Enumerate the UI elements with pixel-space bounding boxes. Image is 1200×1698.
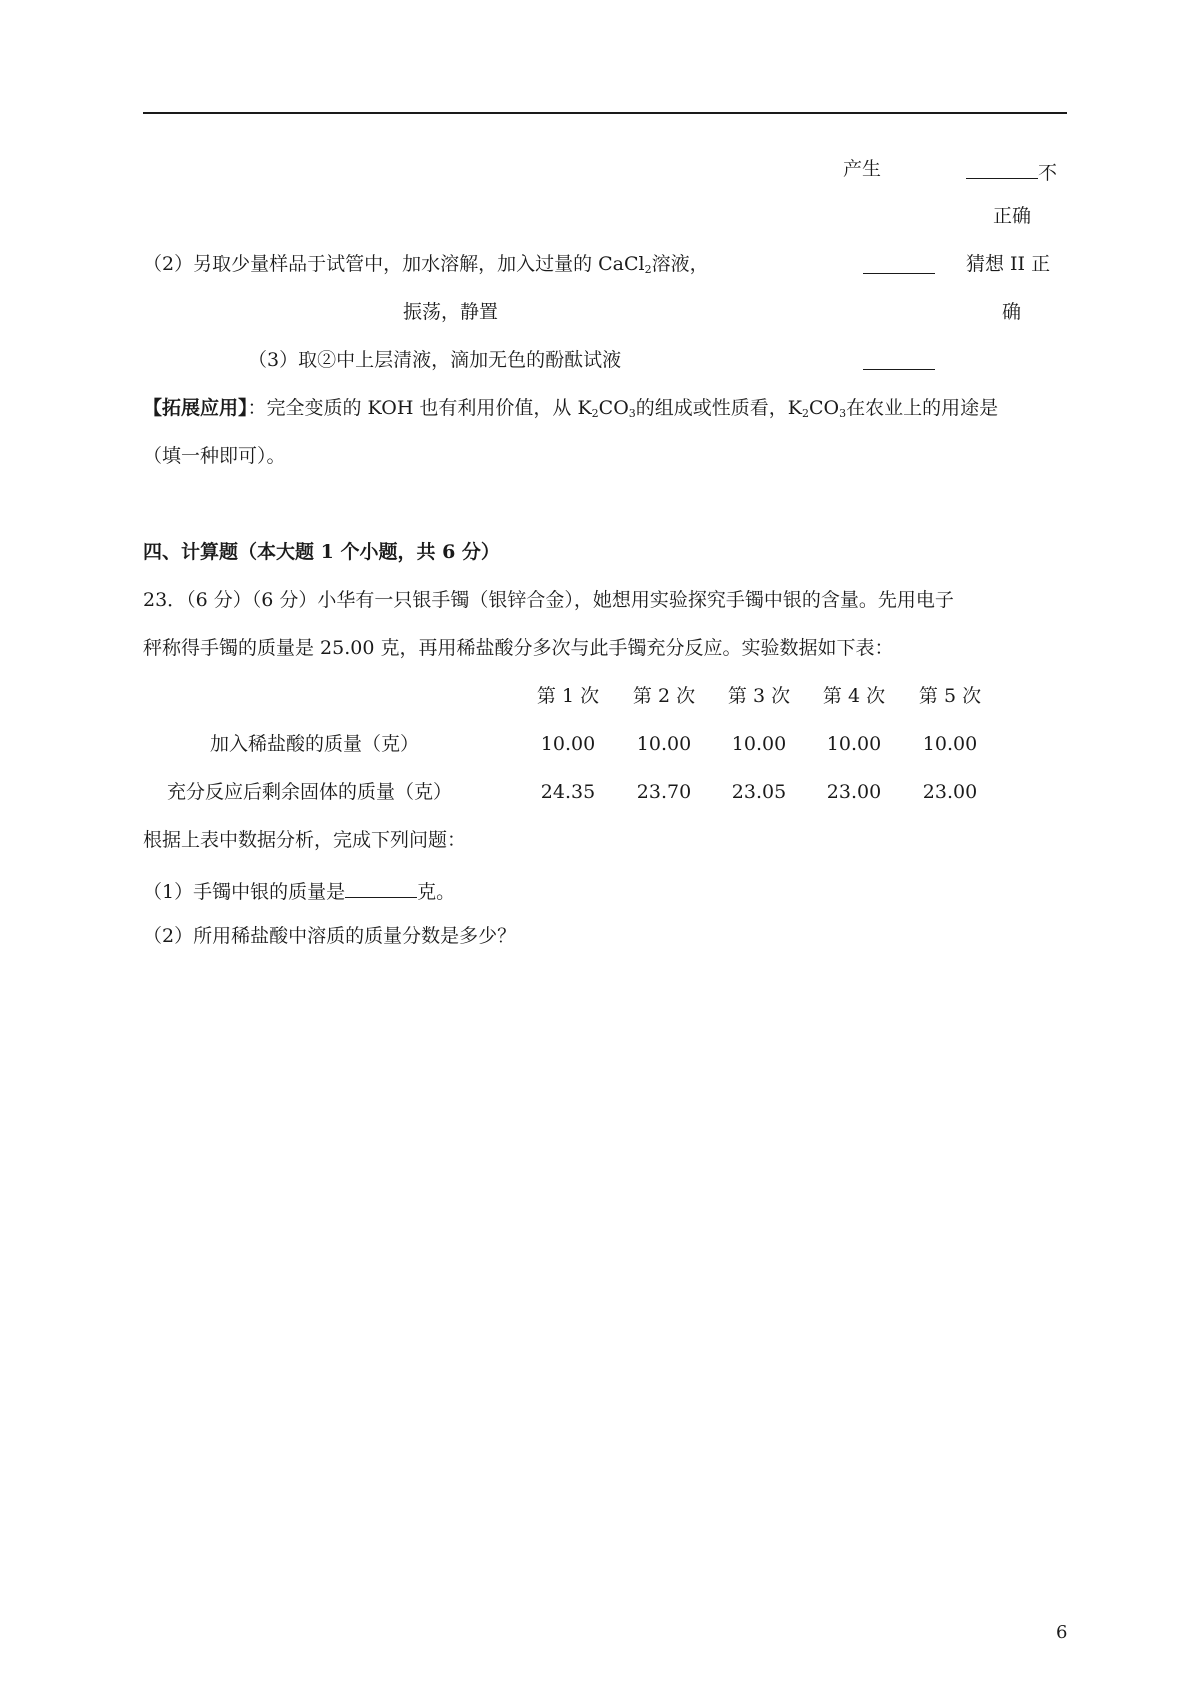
conclusion-cell-2: 猜想 II 正 bbox=[966, 253, 1051, 275]
question-1: （1）手镯中银的质量是 克。 bbox=[143, 881, 456, 903]
extension-label: 【拓展应用】 bbox=[143, 397, 248, 419]
conclusion-cell-1: 不 bbox=[966, 160, 1057, 183]
step-3-blank bbox=[863, 351, 935, 374]
conclusion-cell-1b: 正确 bbox=[993, 205, 1032, 227]
header-cell: 第 4 次 bbox=[822, 685, 886, 707]
header-cell: 第 1 次 bbox=[536, 685, 600, 707]
table-cell: 24.35 bbox=[540, 781, 596, 803]
questions-intro: 根据上表中数据分析，完成下列问题： bbox=[143, 829, 467, 851]
section-heading: 四、计算题（本大题 1 个小题，共 6 分） bbox=[143, 541, 500, 563]
row-label: 加入稀盐酸的质量（克） bbox=[210, 733, 420, 755]
answer-blank bbox=[345, 879, 417, 898]
table-cell: 10.00 bbox=[826, 733, 882, 755]
header-rule bbox=[143, 112, 1067, 114]
header-cell: 第 3 次 bbox=[727, 685, 791, 707]
header-cell: 第 5 次 bbox=[918, 685, 982, 707]
step-2-text-cont: 振荡，静置 bbox=[403, 301, 499, 323]
table-cell: 23.05 bbox=[731, 781, 787, 803]
table-cell: 10.00 bbox=[731, 733, 787, 755]
extension-line-2: （填一种即可）。 bbox=[143, 445, 286, 467]
problem-line-1: 23．（6 分）（6 分）小华有一只银手镯（银锌合金），她想用实验探究手镯中银的含量。先用电子 bbox=[143, 589, 954, 611]
table-cell: 10.00 bbox=[540, 733, 596, 755]
step-2-blank bbox=[863, 255, 935, 278]
step-2-text: （2）另取少量样品于试管中，加水溶解，加入过量的 CaCl$_2$溶液， bbox=[143, 253, 709, 276]
header-cell: 第 2 次 bbox=[632, 685, 696, 707]
table-cell: 10.00 bbox=[922, 733, 978, 755]
answer-blank bbox=[966, 160, 1038, 179]
page-number: 6 bbox=[1056, 1622, 1068, 1643]
question-2: （2）所用稀盐酸中溶质的质量分数是多少？ bbox=[143, 925, 517, 947]
row-label: 充分反应后剩余固体的质量（克） bbox=[167, 781, 453, 803]
result-cell-produce: 产生 bbox=[843, 158, 882, 180]
table-cell: 23.00 bbox=[922, 781, 978, 803]
problem-line-2: 秤称得手镯的质量是 25.00 克，再用稀盐酸分多次与此手镯充分反应。实验数据如下表： bbox=[143, 637, 894, 659]
conclusion-cell-2b: 确 bbox=[1002, 301, 1022, 323]
table-cell: 23.70 bbox=[636, 781, 692, 803]
table-cell: 23.00 bbox=[826, 781, 882, 803]
extension-line-1: 【拓展应用】：完全变质的 KOH 也有利用价值，从 $K_2CO_3$的组成或性质看，$K_2CO_3$在农业上的用途是 bbox=[143, 397, 999, 420]
table-cell: 10.00 bbox=[636, 733, 692, 755]
step-3-text: （3）取②中上层清液，滴加无色的酚酞试液 bbox=[248, 349, 622, 371]
